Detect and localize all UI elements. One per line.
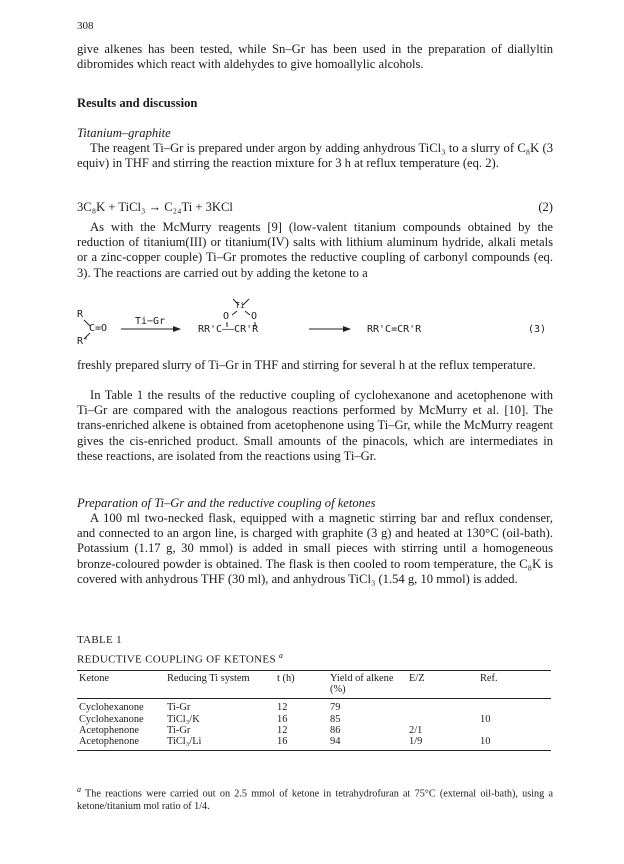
table-row	[77, 736, 551, 751]
bond-o-ti-right	[245, 311, 250, 315]
table-row	[77, 714, 551, 725]
cell-yield: 85	[330, 713, 341, 725]
cell-reducing-system: Ti-Gr	[167, 702, 191, 714]
cell-time: 12	[277, 702, 288, 714]
table-footnote	[77, 783, 553, 813]
table-footnote-mark: a	[77, 785, 81, 794]
equation-2-number: (2)	[538, 200, 553, 214]
cell-ref	[478, 725, 551, 736]
oxygen-left: O	[223, 311, 230, 322]
header-time: t (h)	[275, 671, 328, 699]
header-yield: Yield of alkene (%)	[328, 671, 407, 699]
cell-ketone: Acetophenone	[77, 736, 165, 751]
header-reducing-system: Reducing Ti system	[165, 671, 275, 699]
cell-ez: 1/9	[407, 736, 478, 751]
cell-yield: 86	[330, 724, 341, 736]
reaction-arrow-1-head	[173, 326, 181, 332]
equation-2-text: 3C₈K + TiCl₃ → C₂₄Ti + 3KCl	[77, 200, 233, 214]
reagent-ti-gr: Ti−Gr	[135, 316, 166, 327]
cell-reducing-system: TiCl₃/Li	[165, 736, 275, 751]
header-ez: E/Z	[407, 671, 478, 699]
cell-ketone: Cyclohexanone	[79, 713, 144, 725]
table-label: TABLE 1	[77, 634, 122, 646]
table-caption-footnote-mark: a	[278, 651, 284, 660]
table-row	[77, 725, 551, 736]
cell-ref: 10	[478, 736, 551, 751]
paragraph-table-discussion: In Table 1 the results of the reductive coupling of cyclohexanone and acetophenone with Ti–Gr are compared with the analogous reactions performed by McMurry et al. [10]. The trans-enriched alkene is obtained from acetophenone using Ti–Gr, while the McMurry reagent gives the cis-enriched product. Small amounts of the pinacols, which are intermediates in these reactions, are isolated from the reactions using Ti–Gr.	[77, 388, 553, 463]
cell-reducing-system: Ti-Gr	[167, 724, 191, 736]
reaction-arrow-2-head	[343, 326, 351, 332]
table-caption	[77, 651, 283, 666]
cell-yield: 94	[328, 736, 407, 751]
header-ref: Ref.	[478, 671, 551, 699]
paragraph-experimental: A 100 ml two-necked flask, equipped with a magnetic stirring bar and reflux condenser, and connected to an argon line, is charged with graphite (3 g) and heated at 130°C (oil-bath). Potassium (1.17 g, 30 mmol) is added in small pieces with stirring until a homogeneous bronze-coloured powder is obtained. The flask is then cooled to room temperature, the C₈K is covered with anhydrous THF (30 ml), and anhydrous TiCl₃ (1.54 g, 10 mmol) is added.	[77, 511, 553, 586]
oxygen-right: O	[251, 311, 258, 322]
cell-ketone: Acetophenone	[79, 724, 140, 736]
subsection-title-titanium-graphite: Titanium–graphite	[77, 126, 171, 140]
intro-paragraph: give alkenes has been tested, while Sn–Gr has been used in the preparation of diallyltin dibromides which react with aldehydes to give homoallylic alcohols.	[77, 42, 553, 72]
cell-time: 16	[275, 736, 328, 751]
substituent-r-prime: R'	[77, 336, 90, 347]
substituent-r: R	[77, 309, 84, 320]
subsection-title-preparation: Preparation of Ti–Gr and the reductive coupling of ketones	[77, 496, 376, 510]
titanium-label: Ti	[235, 301, 245, 310]
cell-yield: 79	[330, 702, 341, 714]
table-caption-text: REDUCTIVE COUPLING OF KETONES	[77, 653, 276, 666]
equation-3-number: (3)	[528, 324, 547, 335]
cell-ez	[407, 699, 478, 714]
pinacolate-intermediate: RR'C——CR'R	[198, 324, 259, 335]
reaction-scheme-3	[77, 296, 553, 356]
results-table	[77, 670, 551, 751]
cell-time: 16	[277, 713, 288, 725]
header-ketone: Ketone	[77, 671, 165, 699]
cell-ref: 10	[480, 713, 491, 725]
cell-ketone: Cyclohexanone	[79, 702, 144, 714]
cell-ez: 2/1	[409, 724, 423, 736]
cell-reducing-system: TiCl₃/K	[167, 713, 200, 725]
paragraph-mcmurry: As with the McMurry reagents [9] (low-valent titanium compounds obtained by the reduction of titanium(III) or titanium(IV) salts with lithium aluminum hydride, alkali metals or a zinc-copper couple) Ti–Gr promotes the reductive coupling of carbonyl compounds (eq. 3). The reactions are carried out by adding the ketone to a	[77, 220, 553, 280]
cell-ref	[478, 699, 551, 714]
cell-ez	[407, 714, 478, 725]
cell-time: 12	[277, 724, 288, 736]
carbonyl-group: C=O	[89, 323, 108, 334]
table-header-row	[77, 671, 551, 699]
table-footnote-text: The reactions were carried out on 2.5 mmol of ketone in tetrahydrofuran at 75°C (external oil-bath), using a ketone/titanium mol ratio of 1/4.	[77, 788, 553, 813]
alkene-product: RR'C=CR'R	[367, 324, 422, 335]
bond-o-ti-left	[232, 311, 237, 315]
table-row	[77, 699, 551, 714]
paragraph-preparation: The reagent Ti–Gr is prepared under argon by adding anhydrous TiCl₃ to a slurry of C₈K (3 equiv) in THF and stirring the reaction mixture for 3 h at reflux temperature (eq. 2).	[77, 141, 553, 171]
equation-2	[77, 200, 553, 215]
paragraph-procedure-continued: freshly prepared slurry of Ti–Gr in THF and stirring for several h at the reflux temperature.	[77, 358, 536, 372]
page-number: 308	[77, 20, 94, 32]
section-title: Results and discussion	[77, 96, 198, 110]
